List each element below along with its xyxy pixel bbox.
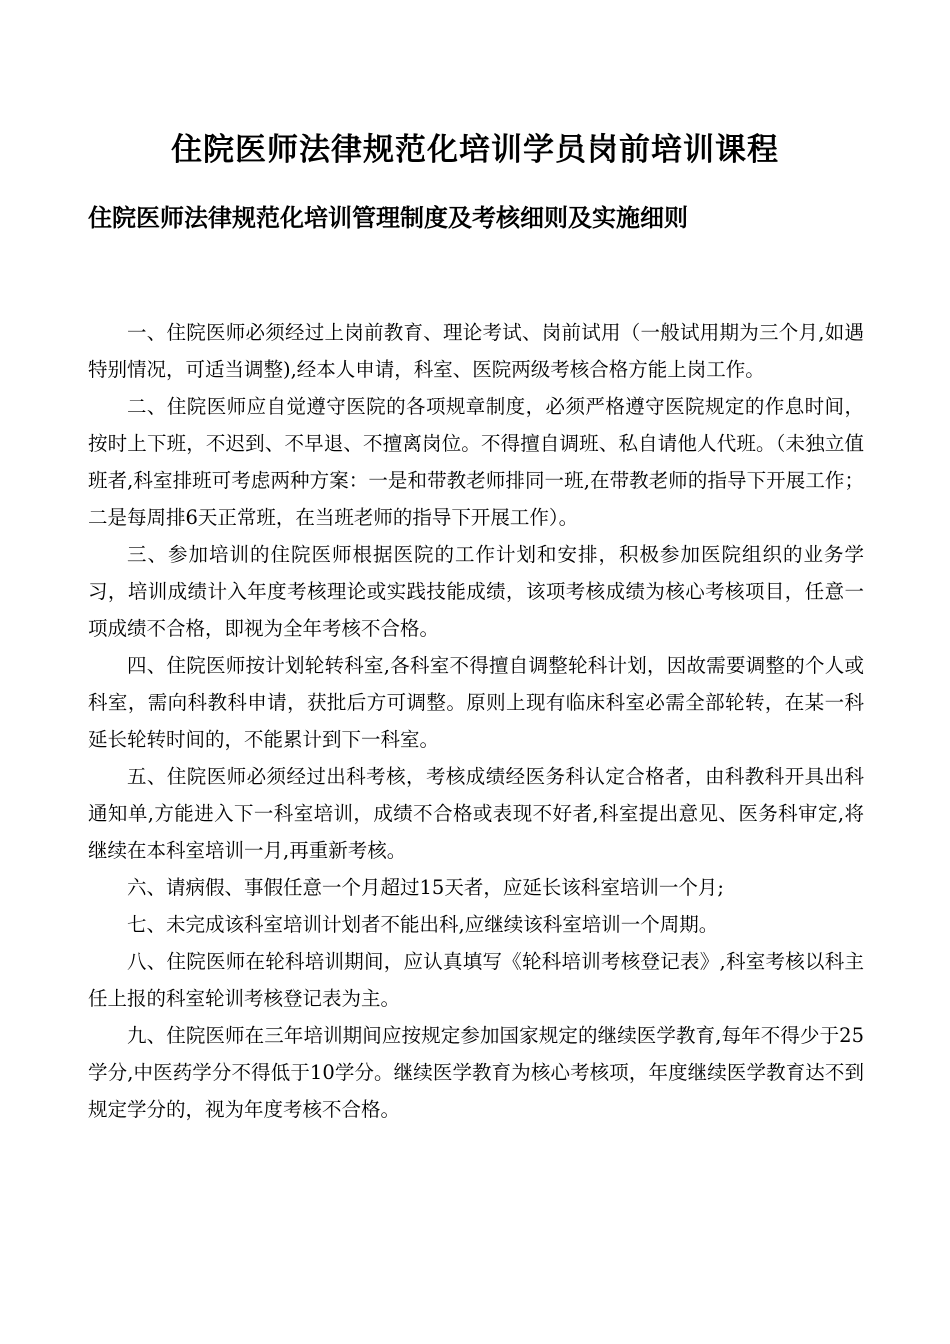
paragraph-3: 三、参加培训的住院医师根据医院的工作计划和安排，积极参加医院组织的业务学习，培训成绩计入年度考核理论或实践技能成绩，该项考核成绩为核心考核项目，任意一项成绩不合格，即视为全年考核不合格。: [88, 543, 864, 640]
paragraph-5: 五、住院医师必须经过出科考核，考核成绩经医务科认定合格者，由科教科开具出科通知单,方能进入下一科室培训，成绩不合格或表现不好者,科室提出意见、医务科审定,将继续在本科室培训一月,再重新考核。: [88, 765, 864, 862]
paragraph-7: 七、未完成该科室培训计划者不能出科,应继续该科室培训一个周期。: [127, 913, 719, 936]
paragraph-2: 二、住院医师应自觉遵守医院的各项规章制度，必须严格遵守医院规定的作息时间，按时上下班，不迟到、不早退、不擅离岗位。不得擅自调班、私自请他人代班。（未独立值班者,科室排班可考虑两种方案：一是和带教老师排同一班,在带教老师的指导下开展工作；二是每周排6天正常班，在当班老师的指导下开展工作）。: [88, 395, 864, 529]
paragraph-1: 一、住院医师必须经过上岗前教育、理论考试、岗前试用（一般试用期为三个月,如遇特别情况，可适当调整),经本人申请，科室、医院两级考核合格方能上岗工作。: [88, 321, 864, 381]
paragraph-8: 八、住院医师在轮科培训期间，应认真填写《轮科培训考核登记表》,科室考核以科主任上报的科室轮训考核登记表为主。: [88, 950, 864, 1010]
document-subtitle: 住院医师法律规范化培训管理制度及考核细则及实施细则: [88, 203, 688, 232]
paragraph-9: 九、住院医师在三年培训期间应按规定参加国家规定的继续医学教育,每年不得少于25学分,中医药学分不得低于10学分。继续医学教育为核心考核项，年度继续医学教育达不到规定学分的，视为年度考核不合格。: [88, 1024, 864, 1121]
document-title: 住院医师法律规范化培训学员岗前培训课程: [171, 132, 779, 168]
paragraph-4: 四、住院医师按计划轮转科室,各科室不得擅自调整轮科计划，因故需要调整的个人或科室，需向科教科申请，获批后方可调整。原则上现有临床科室必需全部轮转，在某一科延长轮转时间的，不能累计到下一科室。: [88, 654, 864, 751]
document-body: [88, 314, 864, 1128]
paragraph-6: 六、请病假、事假任意一个月超过15天者，应延长该科室培训一个月;: [127, 876, 724, 899]
